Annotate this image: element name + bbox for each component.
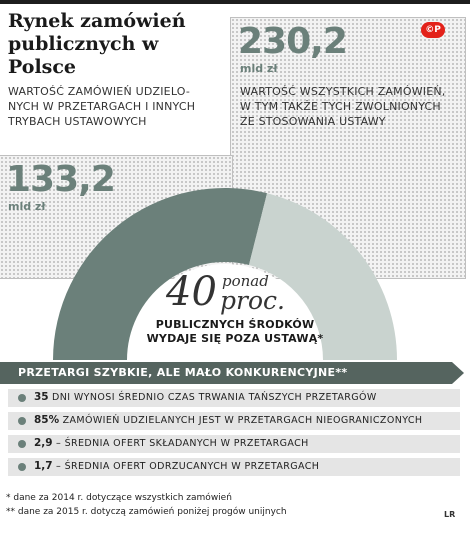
section-banner-title: PRZETARGI SZYBKIE, ALE MAŁO KONKURENCYJNE** bbox=[18, 366, 348, 379]
footnote-2: ** dane za 2015 r. dotyczą zamówień poniżej progów unijnych bbox=[6, 507, 287, 517]
total-value: 230,2 bbox=[238, 21, 347, 62]
title-line-1: Rynek zamówień bbox=[8, 10, 186, 32]
fact-row: 1,7 – ŚREDNIA OFERT ODRZUCANYCH W PRZETARGACH bbox=[8, 458, 460, 476]
tendered-value: 133,2 bbox=[6, 159, 115, 200]
tendered-unit: mld zł bbox=[8, 200, 46, 213]
fact-row: 35 DNI WYNOSI ŚREDNIO CZAS TRWANIA TAŃSZYCH PRZETARGÓW bbox=[8, 389, 460, 407]
total-description: WARTOŚĆ WSZYSTKICH ZAMÓWIEŃ, W TYM TAKŻE TYCH ZWOLNIONYCH ZE STOSOWANIA USTAWY bbox=[240, 85, 446, 128]
proc-label: proc. bbox=[220, 286, 285, 315]
fact-row: 2,9 – ŚREDNIA OFERT SKŁADANYCH W PRZETARGACH bbox=[8, 435, 460, 453]
title-line-2: publicznych w Polsce bbox=[8, 33, 159, 78]
ponad-label: ponad bbox=[222, 272, 269, 290]
footnote-1: * dane za 2014 r. dotyczące wszystkich zamówień bbox=[6, 493, 232, 503]
bullet-icon bbox=[18, 417, 26, 425]
publisher-logo: ©P bbox=[421, 22, 445, 38]
bullet-icon bbox=[18, 463, 26, 471]
author-initials: LR bbox=[444, 510, 456, 519]
outside-label: PUBLICZNYCH ŚRODKÓW WYDAJE SIĘ POZA USTAWĄ* bbox=[146, 318, 324, 345]
bullet-icon bbox=[18, 440, 26, 448]
fact-row: 85% ZAMÓWIEŃ UDZIELANYCH JEST W PRZETARGACH NIEOGRANICZONYCH bbox=[8, 412, 460, 430]
tendered-description: WARTOŚĆ ZAMÓWIEŃ UDZIELO- NYCH W PRZETARGACH I INNYCH TRYBACH USTAWOWYCH bbox=[8, 85, 196, 128]
outside-percent-number: 40 bbox=[166, 269, 217, 315]
center-label bbox=[140, 270, 330, 346]
bullet-icon bbox=[18, 394, 26, 402]
total-unit: mld zł bbox=[240, 62, 278, 75]
